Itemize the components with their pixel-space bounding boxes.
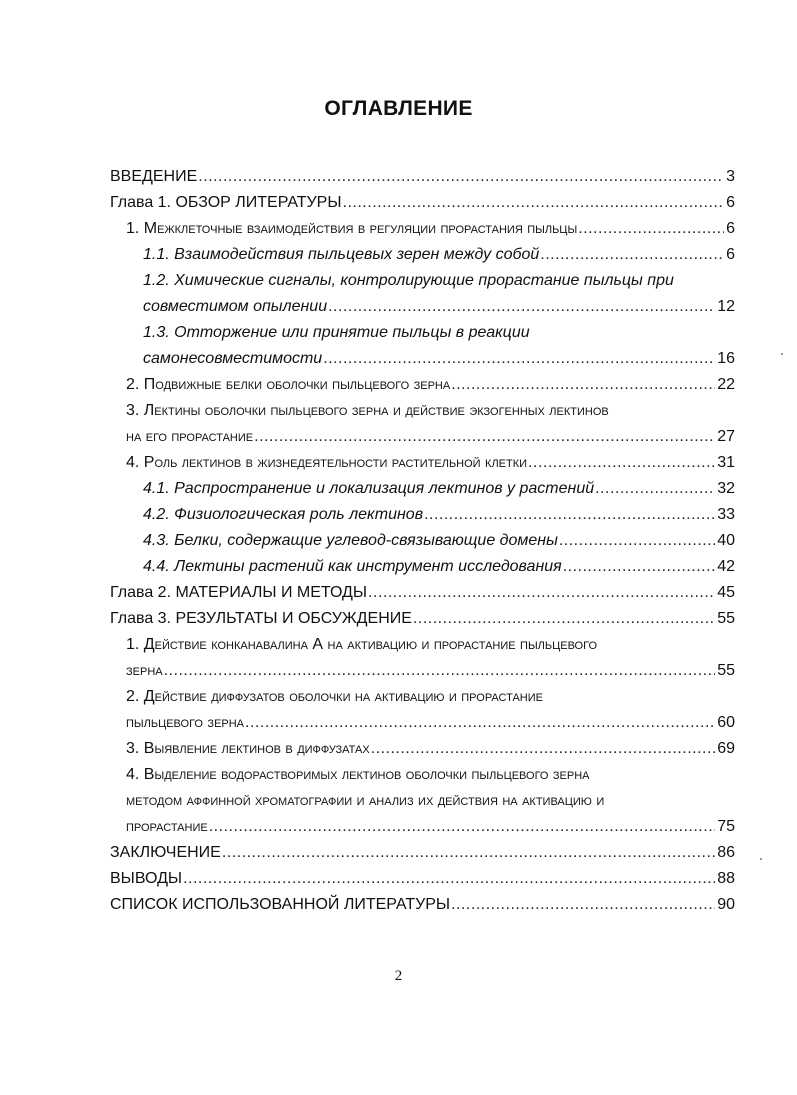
toc-page: 42 xyxy=(717,558,735,575)
toc-label-line-2: на его прорастание xyxy=(126,428,254,445)
scan-speck xyxy=(781,353,783,355)
dot-leader xyxy=(183,868,715,890)
toc-entry-section-1-1-1[interactable] xyxy=(143,240,735,266)
toc-entry-section-1-2[interactable] xyxy=(126,370,735,396)
toc-entry-section-1-4-2[interactable] xyxy=(143,500,735,526)
toc-entry-findings[interactable] xyxy=(110,864,735,890)
toc-label: ВВЕДЕНИЕ xyxy=(110,168,198,185)
toc-label: Глава 1. ОБЗОР ЛИТЕРАТУРЫ xyxy=(110,194,342,211)
toc-label-line-1: 2. Действие диффузатов оболочки на активацию и прорастание xyxy=(126,688,543,705)
dot-leader xyxy=(528,452,715,474)
dot-leader xyxy=(323,348,715,370)
toc-entry-chapter-1[interactable] xyxy=(110,188,735,214)
toc-entry-introduction[interactable] xyxy=(110,162,735,188)
toc-page: 40 xyxy=(717,532,735,549)
toc-page: 88 xyxy=(717,870,735,887)
page-number: 2 xyxy=(394,968,403,984)
toc-entry-section-1-4-4[interactable] xyxy=(143,552,735,578)
toc-label-line-1: 3. Лектины оболочки пыльцевого зерна и действие экзогенных лектинов xyxy=(126,402,609,419)
dot-leader xyxy=(595,478,715,500)
dot-leader xyxy=(343,192,725,214)
toc-label-line-3: прорастание xyxy=(126,818,208,835)
toc-label: 4.2. Физиологическая роль лектинов xyxy=(143,506,424,523)
toc-label: 4.1. Распространение и локализация лектинов у растений xyxy=(143,480,595,497)
toc-page: 16 xyxy=(717,350,735,367)
page-title: ОГЛАВЛЕНИЕ xyxy=(324,97,473,120)
toc-entry-section-3-3[interactable] xyxy=(126,734,735,760)
toc-label-line-2: методом аффинной хроматографии и анализ их действия на активацию и xyxy=(126,792,605,809)
toc-page: 6 xyxy=(726,194,735,211)
toc-label-line-2: пыльцевого зерна xyxy=(126,714,245,731)
toc-page: 55 xyxy=(717,610,735,627)
toc-page: 45 xyxy=(717,584,735,601)
toc-label: 1. Межклеточные взаимодействия в регуляции прорастания пыльцы xyxy=(126,220,578,237)
toc-label: 4.3. Белки, содержащие углевод-связывающие домены xyxy=(143,532,558,549)
toc-page: 3 xyxy=(726,168,735,185)
toc-label: Глава 3. РЕЗУЛЬТАТЫ И ОБСУЖДЕНИЕ xyxy=(110,610,412,627)
toc-page: 12 xyxy=(717,298,735,315)
toc-page: 31 xyxy=(717,454,735,471)
toc-label: СПИСОК ИСПОЛЬЗОВАННОЙ ЛИТЕРАТУРЫ xyxy=(110,896,451,913)
toc-page: 69 xyxy=(717,740,735,757)
dot-leader xyxy=(578,218,724,240)
toc-page: 33 xyxy=(717,506,735,523)
dot-leader xyxy=(245,712,715,734)
toc-entry-chapter-2[interactable] xyxy=(110,578,735,604)
dot-leader xyxy=(164,660,716,682)
toc-label: 4.4. Лектины растений как инструмент исследования xyxy=(143,558,562,575)
toc-label-line-2: самонесовместимости xyxy=(143,350,323,367)
toc-entry-conclusion[interactable] xyxy=(110,838,735,864)
toc-page: 32 xyxy=(717,480,735,497)
toc-page: 6 xyxy=(726,246,735,263)
toc-entry-section-1-1-3[interactable] xyxy=(143,318,735,370)
toc-label: ВЫВОДЫ xyxy=(110,870,183,887)
toc-entry-chapter-3[interactable] xyxy=(110,604,735,630)
dot-leader xyxy=(424,504,715,526)
dot-leader xyxy=(451,894,715,916)
dot-leader xyxy=(563,556,716,578)
toc-label: Глава 2. МАТЕРИАЛЫ И МЕТОДЫ xyxy=(110,584,368,601)
dot-leader xyxy=(413,608,715,630)
toc-entry-section-1-4-3[interactable] xyxy=(143,526,735,552)
dot-leader xyxy=(222,842,715,864)
toc-label-line-1: 1. Действие конканавалина А на активацию и прорастание пыльцевого xyxy=(126,636,598,653)
toc-entry-references[interactable] xyxy=(110,890,735,916)
dot-leader xyxy=(254,426,715,448)
toc-page: 60 xyxy=(717,714,735,731)
dot-leader xyxy=(209,816,715,838)
toc-label-line-1: 4. Выделение водорастворимых лектинов оболочки пыльцевого зерна xyxy=(126,766,590,783)
toc-entry-section-1-4-1[interactable] xyxy=(143,474,735,500)
toc-page: 6 xyxy=(726,220,735,237)
dot-leader xyxy=(371,738,716,760)
toc-entry-section-3-4[interactable] xyxy=(126,760,735,838)
dot-leader xyxy=(368,582,715,604)
toc-entry-section-1-4[interactable] xyxy=(126,448,735,474)
dot-leader xyxy=(559,530,715,552)
scan-speck xyxy=(760,858,762,860)
toc-label-line-1: 1.2. Химические сигналы, контролирующие прорастание пыльцы при xyxy=(143,272,674,289)
dot-leader xyxy=(328,296,715,318)
toc-label-line-2: зерна xyxy=(126,662,163,679)
toc-entry-section-3-2[interactable] xyxy=(126,682,735,734)
dot-leader xyxy=(540,244,724,266)
toc-label: ЗАКЛЮЧЕНИЕ xyxy=(110,844,221,861)
toc-page: 27 xyxy=(717,428,735,445)
toc-page: 22 xyxy=(717,376,735,393)
dot-leader xyxy=(198,166,724,188)
toc-entry-section-1-1-2[interactable] xyxy=(143,266,735,318)
toc-page: 86 xyxy=(717,844,735,861)
toc-label: 1.1. Взаимодействия пыльцевых зерен между собой xyxy=(143,246,540,263)
toc-label-line-1: 1.3. Отторжение или принятие пыльцы в реакции xyxy=(143,324,530,341)
toc-label-line-2: совместимом опылении xyxy=(143,298,328,315)
dot-leader xyxy=(451,374,715,396)
toc-entry-section-1-3[interactable] xyxy=(126,396,735,448)
toc-page: 55 xyxy=(717,662,735,679)
toc-entry-section-3-1[interactable] xyxy=(126,630,735,682)
toc-page: 75 xyxy=(717,818,735,835)
toc-entry-section-1-1[interactable] xyxy=(126,214,735,240)
toc-page: 90 xyxy=(717,896,735,913)
toc-label: 2. Подвижные белки оболочки пыльцевого зерна xyxy=(126,376,451,393)
toc-label: 4. Роль лектинов в жизнедеятельности растительной клетки xyxy=(126,454,528,471)
toc-label: 3. Выявление лектинов в диффузатах xyxy=(126,740,370,757)
